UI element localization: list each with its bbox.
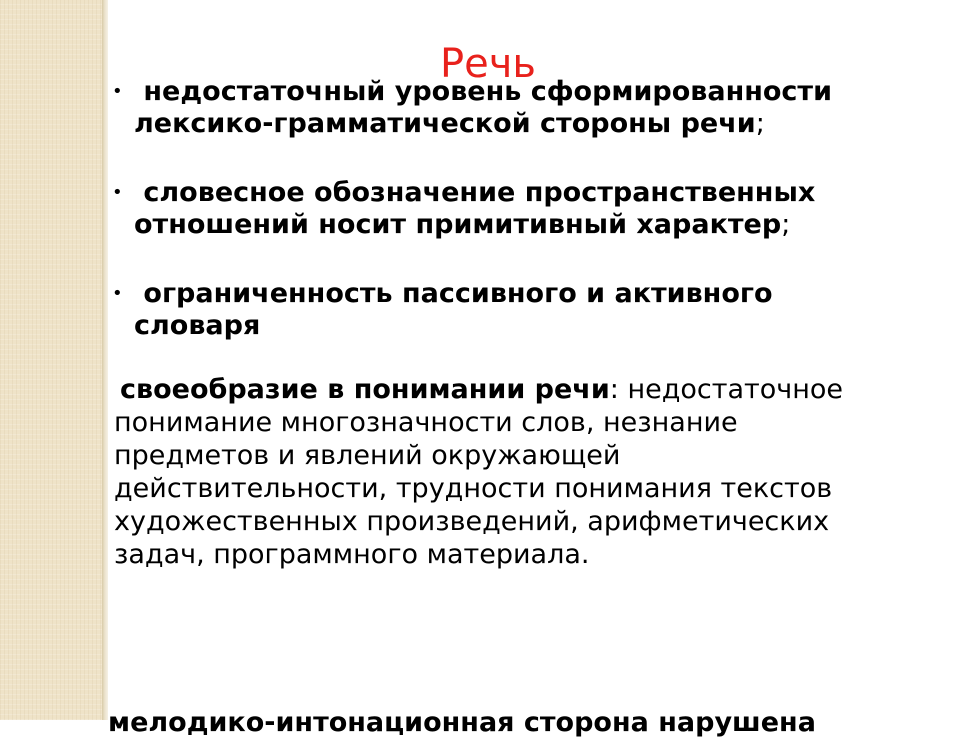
bullet-item-lexical-grammar <box>108 76 898 140</box>
bullet-item-spatial-relations <box>108 177 898 241</box>
bullet-label: словесное обозначение пространственных отношений носит примитивный характер <box>134 177 816 240</box>
bullet-trail: ; <box>781 209 791 240</box>
cut-off-line: мелодико-интонационная сторона нарушена <box>108 707 816 738</box>
bullet-dot-icon: • <box>112 283 123 304</box>
bullet-item-vocabulary <box>108 278 898 342</box>
bullet-label: недостаточный уровень сформированности лексико-грамматической стороны речи <box>134 76 832 139</box>
paragraph-heading: своеобразие в понимании речи <box>120 374 610 405</box>
slide-content <box>108 76 898 571</box>
bullet-text <box>134 177 898 241</box>
paragraph-colon: : <box>609 374 619 405</box>
bullet-dot-icon: • <box>112 81 123 102</box>
speech-understanding-paragraph <box>108 373 898 571</box>
bullet-text <box>134 278 898 342</box>
bullet-dot-icon: • <box>112 182 123 203</box>
slide-title: Речь <box>440 40 536 87</box>
bullet-trail: ; <box>755 108 765 139</box>
paragraph-body: недостаточное понимание многозначности слов, незнание предметов и явлений окружающей действительности, трудности понимания текстов художественных произведений, арифметических задач, программного материала. <box>114 374 844 570</box>
bullet-text <box>134 76 898 140</box>
decorative-side-band <box>0 0 102 720</box>
bullet-label: ограниченность пассивного и активного словаря <box>134 278 773 341</box>
